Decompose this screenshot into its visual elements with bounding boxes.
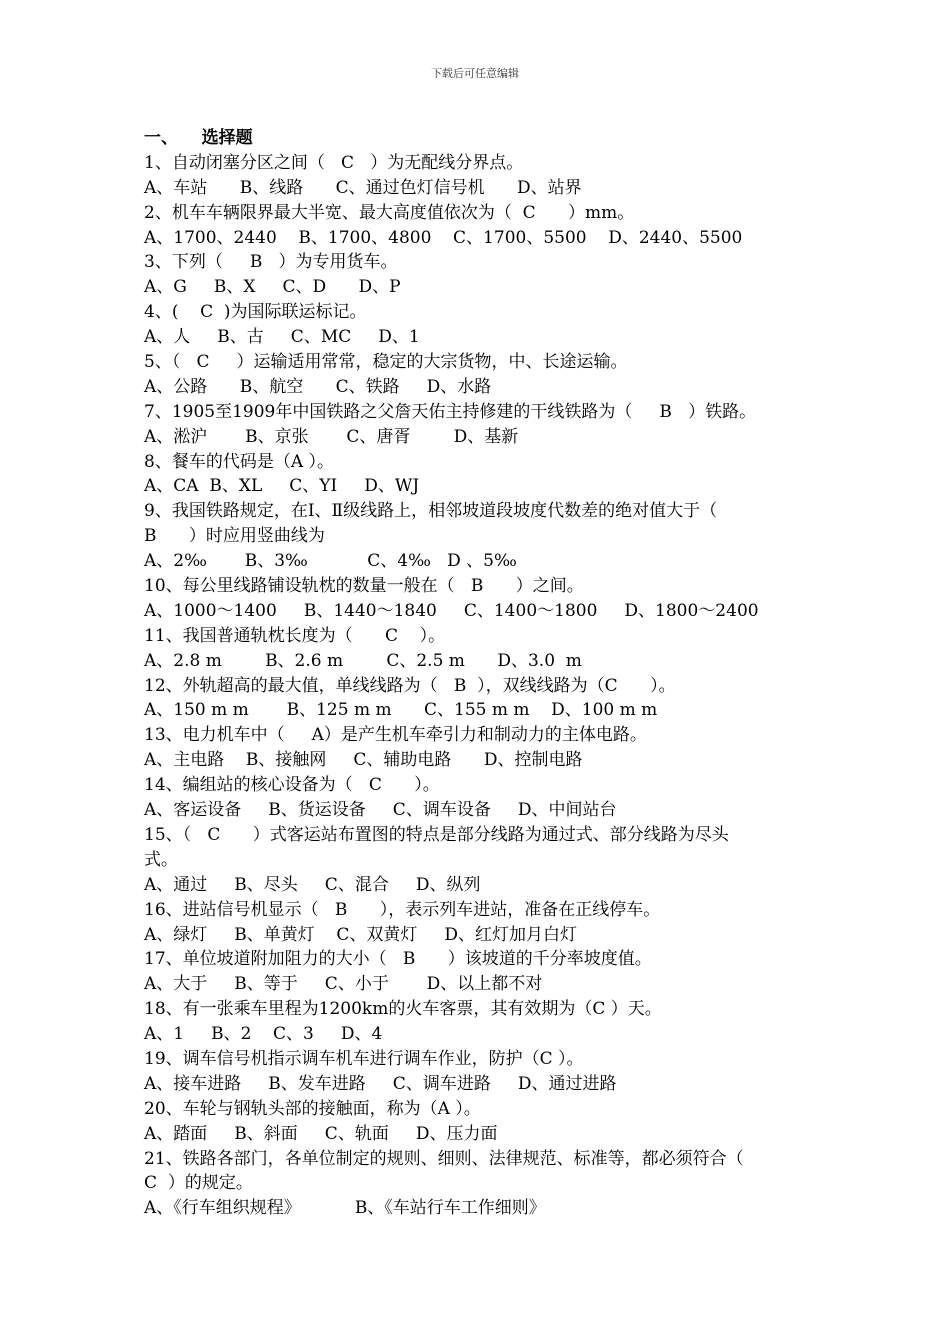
options-line: A、2.8 m B、2.6 m C、2.5 m D、3.0 m <box>144 650 582 671</box>
options-line: A、主电路 B、接触网 C、辅助电路 D、控制电路 <box>144 750 583 771</box>
question-line: 7、1905至1909年中国铁路之父詹天佑主持修建的干线铁路为（ B ）铁路。 <box>144 401 757 422</box>
question-line: 21、铁路各部门，各单位制定的规则、细则、法律规范、标准等，都必须符合（ <box>144 1148 744 1169</box>
page-header: 下载后可任意编辑 <box>431 67 519 80</box>
question-line: 3、下列（ B ）为专用货车。 <box>144 252 398 273</box>
question-line: 16、进站信号机显示（ B ），表示列车进站，准备在正线停车。 <box>144 899 661 920</box>
options-line: A、车站 B、线路 C、通过色灯信号机 D、站界 <box>144 177 582 198</box>
question-line: 15、（ C ）式客运站布置图的特点是部分线路为通过式、部分线路为尽头 <box>144 824 729 845</box>
question-line: 2、机车车辆限界最大半宽、最大高度值依次为（ C ）mm。 <box>144 202 635 223</box>
question-line: 18、有一张乘车里程为1200km的火车客票，其有效期为（C ）天。 <box>144 999 662 1020</box>
options-line: A、绿灯 B、单黄灯 C、双黄灯 D、红灯加月白灯 <box>144 924 578 945</box>
question-continuation-line: C ）的规定。 <box>144 1173 253 1194</box>
options-line: A、CA B、XL C、YI D、WJ <box>144 476 420 497</box>
document-body <box>144 126 824 1221</box>
question-line: 12、外轨超高的最大值，单线线路为（ B ），双线线路为（C ）。 <box>144 675 676 696</box>
options-line: A、1700、2440 B、1700、4800 C、1700、5500 D、2440、5500 <box>144 227 743 248</box>
question-line: 10、每公里线路铺设轨枕的数量一般在（ B ）之间。 <box>144 576 584 597</box>
options-line: A、客运设备 B、货运设备 C、调车设备 D、中间站台 <box>144 800 617 821</box>
options-line: A、1 B、2 C、3 D、4 <box>144 1024 383 1045</box>
options-line: A、通过 B、尽头 C、混合 D、纵列 <box>144 874 481 895</box>
options-line: A、《行车组织规程》 B、《车站行车工作细则》 <box>144 1198 546 1219</box>
question-line: 19、调车信号机指示调车机车进行调车作业，防护（C ）。 <box>144 1048 584 1069</box>
question-line: 20、车轮与钢轨头部的接触面，称为（A ）。 <box>144 1098 481 1119</box>
options-line: A、淞沪 B、京张 C、唐胥 D、基新 <box>144 426 519 447</box>
question-line: 8、餐车的代码是（A ）。 <box>144 451 334 472</box>
options-line: A、大于 B、等于 C、小于 D、以上都不对 <box>144 974 543 995</box>
question-line: 11、我国普通轨枕长度为（ C ）。 <box>144 625 446 646</box>
question-line: 4、( C )为国际联运标记。 <box>144 302 367 323</box>
question-line: 17、单位坡道附加阻力的大小（ B ）该坡道的千分率坡度值。 <box>144 949 652 970</box>
question-line: 14、编组站的核心设备为（ C ）。 <box>144 775 440 796</box>
options-line: A、2‰ B、3‰ C、4‰ D 、5‰ <box>144 551 517 572</box>
options-line: A、150 m m B、125 m m C、155 m m D、100 m m <box>144 700 658 721</box>
options-line: A、公路 B、航空 C、铁路 D、水路 <box>144 376 492 397</box>
options-line: A、踏面 B、斜面 C、轨面 D、压力面 <box>144 1123 498 1144</box>
options-line: A、G B、X C、D D、P <box>144 277 401 298</box>
question-line: 5、（ C ）运输适用常常，稳定的大宗货物，中、长途运输。 <box>144 352 628 373</box>
options-line: A、接车进路 B、发车进路 C、调车进路 D、通过进路 <box>144 1073 617 1094</box>
question-continuation-line: 式。 <box>144 849 178 870</box>
question-line: 13、电力机车中（ A）是产生机车牵引力和制动力的主体电路。 <box>144 725 647 746</box>
options-line: A、人 B、古 C、MC D、1 <box>144 327 420 348</box>
question-continuation-line: B ）时应用竖曲线为 <box>144 526 325 547</box>
section-title: 一、 选择题 <box>144 128 253 148</box>
question-line: 1、自动闭塞分区之间（ C ）为无配线分界点。 <box>144 152 524 173</box>
question-line: 9、我国铁路规定，在Ⅰ、Ⅱ级线路上，相邻坡道段坡度代数差的绝对值大于（ <box>144 501 718 522</box>
options-line: A、1000～1400 B、1440～1840 C、1400～1800 D、1800～2400 <box>144 600 759 621</box>
